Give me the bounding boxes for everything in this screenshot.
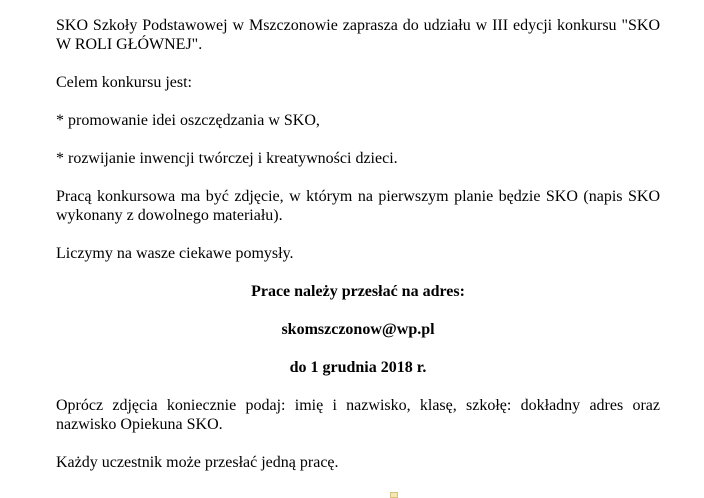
deadline: do 1 grudnia 2018 r. [289,359,427,376]
goal-item-1: * promowanie idei oszczędzania w SKO, [56,112,320,129]
text-insertion-icon [390,492,398,498]
details-paragraph: Oprócz zdjęcia koniecznie podaj: imię i nazwisko, klasę, szkołę: dokładny adres oraz nazwisko Opiekuna SKO. [56,397,660,433]
one-entry-paragraph: Każdy uczestnik może przesłać jedną pracę. [56,454,339,471]
goals-heading: Celem konkursu jest: [56,74,192,91]
email-address: skomszczonow@wp.pl [281,321,435,338]
ideas-paragraph: Liczymy na wasze ciekawe pomysły. [56,245,294,262]
document-body [56,16,660,491]
goal-item-2: * rozwijanie inwencji twórczej i kreatywności dzieci. [56,150,398,167]
task-paragraph: Pracą konkursowa ma być zdjęcie, w którym na pierwszym planie będzie SKO (napis SKO wykonany z dowolnego materiału). [56,188,660,224]
send-to-heading: Prace należy przesłać na adres: [251,283,465,300]
intro-paragraph: SKO Szkoły Podstawowej w Mszczonowie zaprasza do udziału w III edycji konkursu "SKO W ROLI GŁÓWNEJ". [56,17,660,53]
